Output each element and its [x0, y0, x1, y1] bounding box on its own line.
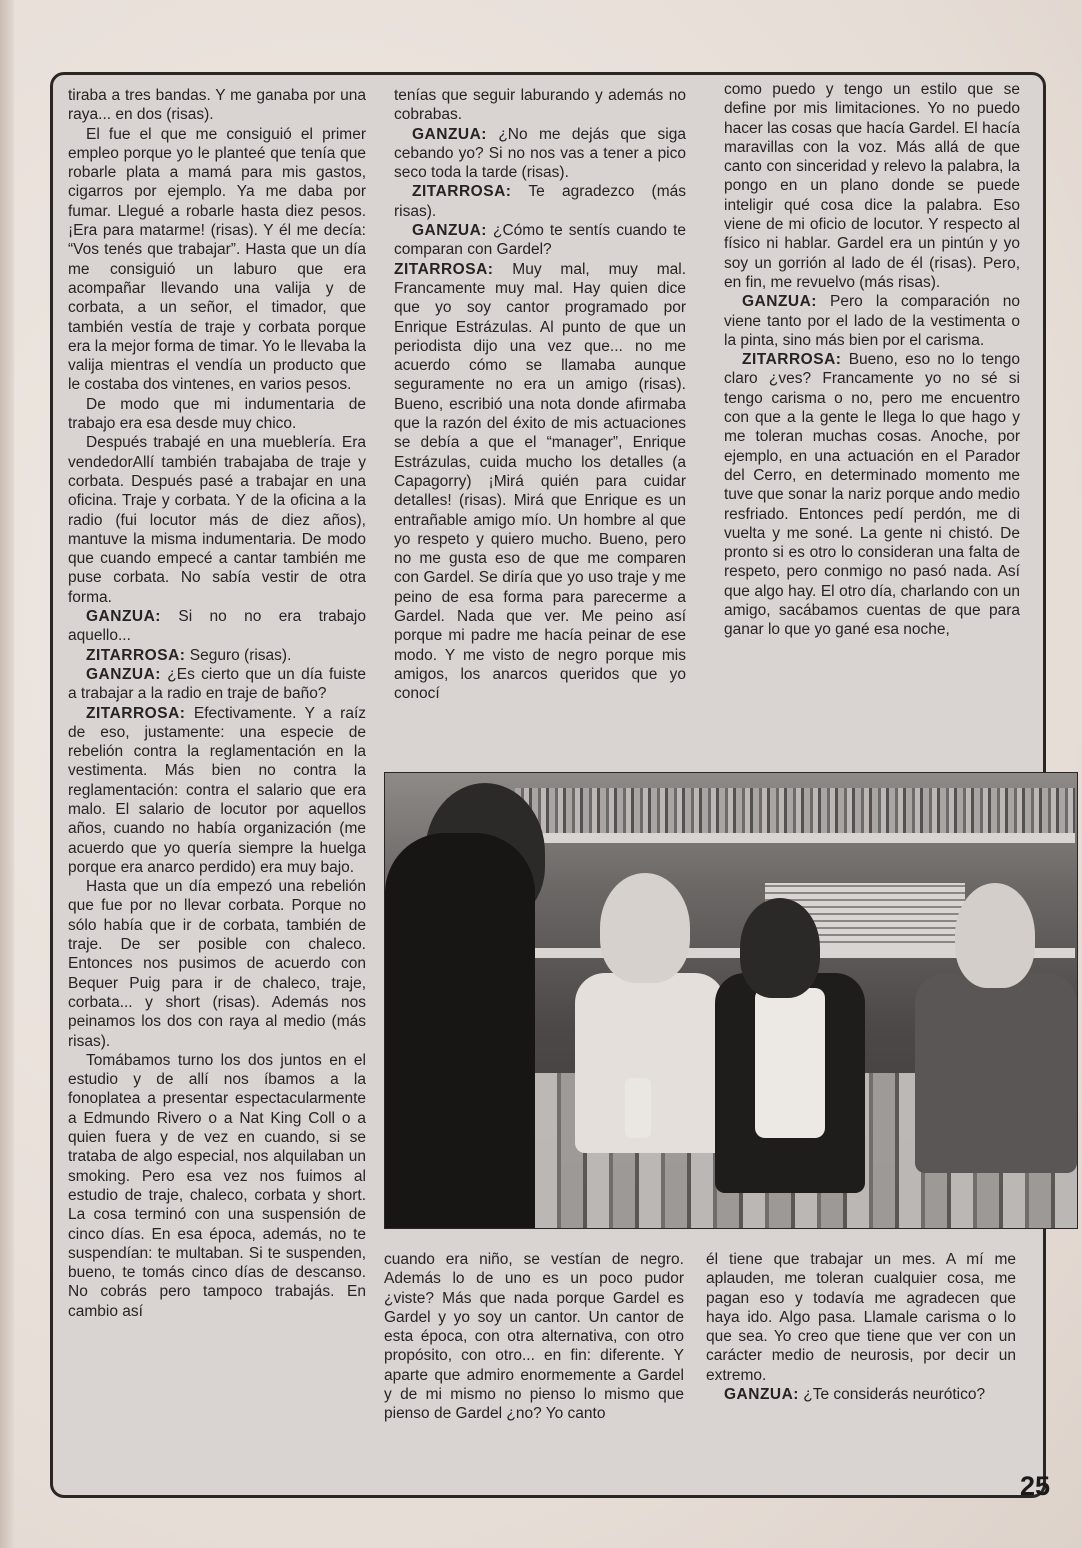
person-silhouette: [385, 833, 535, 1229]
bookshelf-books: [515, 788, 1075, 833]
person-head: [955, 883, 1035, 988]
paragraph: [68, 1051, 366, 1321]
speaker-label: GANZUA:: [412, 222, 487, 240]
paragraph: [68, 395, 366, 434]
page-number: 25: [1020, 1471, 1051, 1501]
paragraph: [68, 704, 366, 878]
paragraph: [68, 877, 366, 1051]
paragraph-text: ¿Te considerás neurótico?: [798, 1386, 986, 1404]
paragraph-text: ¿Es cierto que un día fuiste a trabajar a la radio en traje de baño?: [68, 665, 366, 703]
paragraph-text: Efectivamente. Y a raíz de eso, justamente: una especie de rebelión contra la reglamentación en la vestimenta. Más bien no contra la reglamentación: contra el salario que era malo. El salario de locutor por aquellos años, cuando no había organización (me acuerdo que yo quería siempre la huelga porque era anarco perdido) era muy bajo.: [68, 704, 366, 876]
paragraph-text: De modo que mi indumentaria de trabajo era esa desde muy chico.: [68, 395, 366, 433]
paragraph: [394, 221, 686, 260]
paragraph-text: Tomábamos turno los dos juntos en el estudio y de allí nos íbamos a la fonoplatea a presentar espectacularmente a Edmundo Rivero o a Nat King Coll o a quien fuera y de vez en cuando, si se trataba de algo especial, nos alquilaban un smoking. Pero esa vez nos fuimos al estudio de traje, chaleco, corbata y short. La cosa terminó con una suspensión de cinco días. En esa época, además, no te suspendían: te multaban. Si te suspenden, bueno, te tomás cinco días de descanso. No cobrás pero tampoco trabajás. En cambio así: [68, 1051, 366, 1320]
paragraph: [394, 182, 686, 221]
paragraph-text: Bueno, eso no lo tengo claro ¿ves? Francamente yo no sé si tengo carisma o no, pero me encuentro con que a la gente le llega lo que hago y me toleran muchas cosas. Anoche, por ejemplo, en una actuación en el Parador del Cerro, en determinado momento me tuve que sonar la nariz porque ando medio resfriado. Entonces pedí perdón, me di vuelta y me soné. La gente ni chistó. De pronto si es otro lo consideran una falta de respeto, pero conmigo no pasó nada. Así que algo hay. El otro día, charlando con un amigo, sacábamos cuentas de que para ganar lo que yo gané esa noche,: [724, 351, 1020, 639]
paragraph-text: cuando era niño, se vestían de negro. Además lo de uno es un poco pudor ¿viste? Más que nada porque Gardel es Gardel y yo soy un cantor. Un cantor de esta época, con otra alternativa, con otro propósito, con otro... en fin: diferente. Y aparte que admiro enormemente a Gardel y de mi mismo no pienso lo mismo que pienso de Gardel ¿no? Yo canto: [384, 1251, 684, 1423]
paragraph: [706, 1250, 1016, 1385]
paragraph-text: Si no no era trabajo aquello...: [68, 608, 366, 645]
paragraph: [724, 350, 1020, 639]
speaker-label: GANZUA:: [86, 608, 161, 626]
speaker-label: ZITARROSA:: [412, 183, 512, 201]
paragraph-text: Seguro (risas).: [185, 646, 292, 664]
paragraph-text: ¿Cómo te sentís cuando te comparan con Gardel?: [394, 222, 686, 259]
paragraph-text: Después trabajé en una mueblería. Era vendedorAllí también trabajaba de traje y corbata. Después pasé a trabajar en una oficina. Traje y corbata. Y de la oficina a la radio (fui locutor más de diez años), mantuve la misma indumentaria. De modo que cuando empecé a cantar también me puse corbata. No sabía vestir de otra forma.: [68, 434, 366, 606]
column-3-bottom: [706, 1250, 1016, 1404]
paragraph-text: ¿No me dejás que siga cebando yo? Si no nos vas a tener a pico seco toda la tarde (risas).: [394, 125, 686, 182]
speaker-label: ZITARROSA:: [394, 260, 494, 278]
paragraph: [394, 86, 686, 125]
paragraph: [394, 125, 686, 183]
paragraph: [68, 607, 366, 646]
paragraph: [68, 86, 366, 125]
paragraph-text: Pero la comparación no viene tanto por el lado de la vestimenta o la pinta, sino más bien por el carisma.: [724, 293, 1020, 349]
paragraph-text: tenías que seguir laburando y además no cobrabas.: [394, 87, 686, 124]
paragraph-text: El fue el que me consiguió el primer empleo porque yo le planteé que tenía que robarle plata a mamá para mis gastos, cigarros por ejemplo. Ya me daba por fumar. Llegué a robarle hasta diez pesos. ¡Era para matarme! (risas). Y él me decía: “Vos tenés que trabajar”. Hasta que un día me consiguió un laburo que era acompañar llevando una valija y de corbata, a un señor, el timador, que también vestía de traje y corbata porque era la mejor forma de timar. Yo le llevaba la valija mientras el vendía un producto que le costaba dos vintenes, en varios pesos.: [68, 125, 366, 394]
paragraph: [68, 433, 366, 607]
speaker-label: GANZUA:: [724, 1386, 799, 1404]
column-2-bottom: [384, 1250, 684, 1424]
person-head: [600, 873, 690, 983]
paragraph: [68, 646, 366, 665]
speaker-label: GANZUA:: [742, 293, 817, 311]
paragraph: [706, 1385, 1016, 1404]
person-silhouette: [915, 973, 1077, 1173]
column-1: [68, 86, 366, 1321]
speaker-label: GANZUA:: [412, 125, 487, 143]
shelf: [475, 833, 1075, 843]
paragraph-text: Te agradezco (más risas).: [394, 183, 686, 220]
speaker-label: ZITARROSA:: [742, 351, 842, 369]
paragraph: [384, 1250, 684, 1424]
column-2: [394, 86, 686, 704]
person-head: [740, 898, 820, 998]
column-3: [724, 80, 1020, 640]
paragraph: [724, 80, 1020, 292]
paragraph-text: como puedo y tengo un estilo que se define por mis limitaciones. Yo no puedo hacer las cosas que hacía Gardel. El hacía maravillas con la voz. Más allá de que canto con sinceridad y relevo la palabra, la pongo en un plano donde se puede inteligir qué cosa dice la palabra. Eso viene de mi oficio de locutor. Y respecto al físico ni hablar. Gardel era un pintún y yo soy un gorrión al lado de él (risas). Pero, en fin, me revuelvo (más risas).: [724, 81, 1020, 291]
page-edge: [0, 0, 14, 1548]
thermos: [625, 1078, 651, 1138]
paragraph-text: Muy mal, muy mal. Francamente muy mal. Hay quien dice que yo soy cantor programado por Enrique Estrázulas. Al punto de que un periodista dijo una vez que... no me acuerdo cómo se llamaba aunque seguramente no era un amigo (risas). Bueno, escribió una nota donde afirmaba que la razón del éxito de mis actuaciones se debía a que el “manager”, Enrique Estrázulas, cuida mucho los detalles (a Capagorry) ¡Mirá quién para cuidar detalles! (risas). Mirá que Enrique es un entrañable amigo mío. Un hombre al que yo respeto y quiero mucho. Bueno, pero no me gusta eso de que me comparen con Gardel. Se diría que yo uso traje y me peino de esa forma para parecerme a Gardel. Nada que ver. Me peino así porque mi padre me hacía peinar de ese modo. Y me visto de negro porque mis amigos, los anarcos queridos que yo conocí: [394, 260, 686, 703]
paragraph: [68, 125, 366, 395]
paragraph-text: él tiene que trabajar un mes. A mí me aplauden, me toleran cualquier cosa, me pagan eso y todavía me agradecen que haya ido. Algo pasa. Llamale carisma o lo que sea. Yo creo que tiene que ver con un carácter medio de neurosis, por decir un extremo.: [706, 1251, 1016, 1384]
paragraph-text: Hasta que un día empezó una rebelión que fue por no llevar corbata. Porque no sólo había que ir de corbata, también de traje. De ser posible con chaleco. Entonces nos pusimos de acuerdo con Bequer Puig para ir de chaleco, traje, corbata... y short (risas). Además nos peinamos los dos con raya al medio (más risas).: [68, 878, 366, 1050]
group-photo: [384, 772, 1078, 1229]
speaker-label: ZITARROSA:: [86, 646, 186, 664]
shirt: [755, 988, 825, 1138]
paragraph-text: tiraba a tres bandas. Y me ganaba por una raya... en dos (risas).: [68, 87, 366, 124]
paragraph: [724, 292, 1020, 350]
speaker-label: GANZUA:: [86, 665, 161, 683]
paragraph: [394, 260, 686, 704]
paragraph: [68, 665, 366, 704]
speaker-label: ZITARROSA:: [86, 704, 186, 722]
